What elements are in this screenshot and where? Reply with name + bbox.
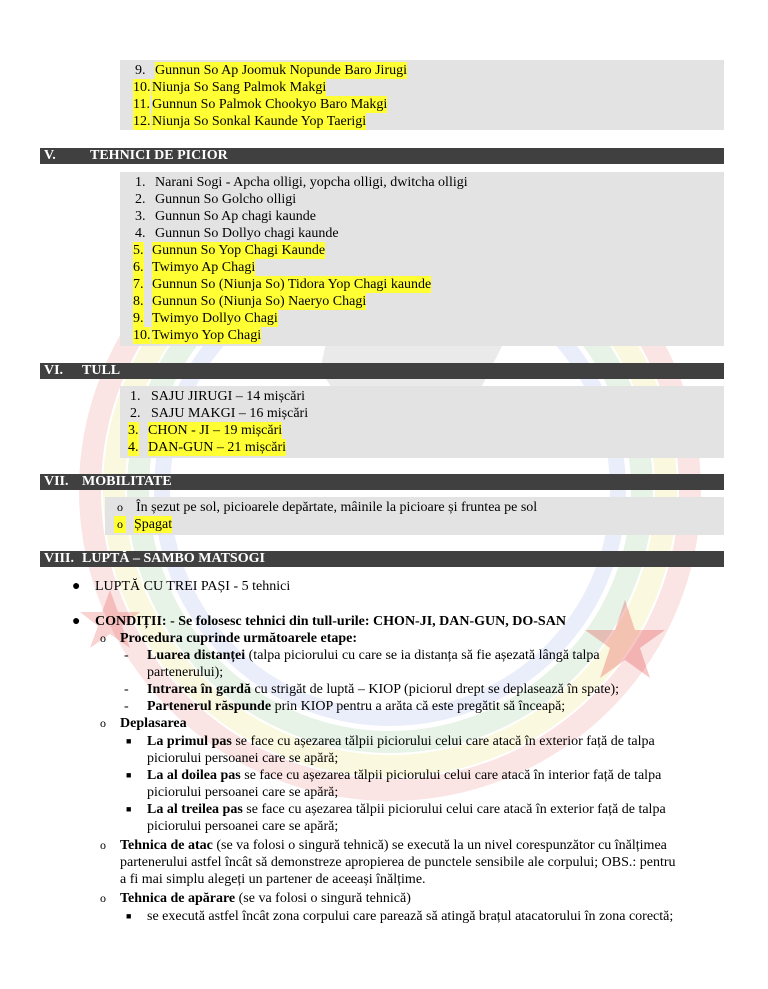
- procedure-title: Procedura cuprinde următoarele etape:: [120, 631, 358, 646]
- section-number: VII.: [44, 474, 69, 489]
- square-bullet-icon: ■: [126, 770, 132, 780]
- hollow-bullet-icon: o: [100, 891, 106, 905]
- hollow-bullet-icon: o: [117, 500, 123, 514]
- procedure-step: Partenerul răspunde prin KIOP pentru a arăta că este pregătit să înceapă;: [147, 699, 566, 714]
- list-item: În șezut pe sol, picioarele depărtate, mâinile la picioare și fruntea pe sol: [136, 500, 538, 515]
- list-item: Gunnun So Yop Chagi Kaunde: [152, 243, 326, 258]
- list-item: Twimyo Dollyo Chagi: [152, 311, 278, 326]
- list-number: 1.: [130, 389, 141, 404]
- deplasare-step-cont: piciorului persoanei care se apără;: [147, 819, 339, 834]
- list-number: 9.: [135, 63, 146, 78]
- list-item: Twimyo Yop Chagi: [152, 328, 262, 343]
- list-number: 8.: [133, 294, 144, 309]
- procedure-step: Intrarea în gardă cu strigăt de luptă – KIOP (piciorul drept se deplasează în spate);: [147, 682, 619, 697]
- atac-text: Tehnica de atac (se va folosi o singură tehnică) se execută la un nivel corespunzător cu înălțimea: [120, 838, 667, 853]
- procedure-step: Luarea distanței (talpa piciorului cu care se ia distanța să fie așezată lângă talpa: [147, 648, 600, 663]
- dash-bullet-icon: -: [124, 699, 129, 714]
- list-number: 11.: [133, 97, 150, 112]
- hollow-bullet-icon: o: [100, 631, 106, 645]
- list-item: Gunnun So Palmok Chookyo Baro Makgi: [152, 97, 388, 112]
- atac-text-cont: partenerului astfel încât să demonstreze apropierea de punctele sensibile ale corpului; OBS.: pentru: [120, 855, 676, 870]
- list-item: SAJU MAKGI – 16 mișcări: [151, 406, 309, 421]
- hollow-bullet-icon: o: [100, 838, 106, 852]
- deplasare-step: La al treilea pas se face cu așezarea tălpii piciorului celui care atacă în exterior față de talpa: [147, 802, 666, 817]
- list-number: 10.: [133, 80, 151, 95]
- list-number: 2.: [135, 192, 146, 207]
- list-item: Șpagat: [134, 517, 173, 532]
- list-item: Gunnun So Dollyo chagi kaunde: [155, 226, 339, 241]
- section-header-tehnici-picior: [40, 148, 724, 164]
- list-item: Narani Sogi - Apcha olligi, yopcha olligi, dwitcha olligi: [155, 175, 468, 190]
- list-number: 12.: [133, 114, 151, 129]
- section-header-tull: [40, 363, 724, 379]
- list-number: 9.: [133, 311, 144, 326]
- list-number: 1.: [135, 175, 146, 190]
- deplasare-step: La primul pas se face cu așezarea tălpii piciorului celui care atacă în exterior față de talpa: [147, 734, 655, 749]
- list-number: 2.: [130, 406, 141, 421]
- section-title: TULL: [82, 363, 121, 378]
- deplasare-step-cont: piciorului persoanei care se apără;: [147, 785, 339, 800]
- section-number: V.: [44, 148, 56, 163]
- list-number: 7.: [133, 277, 144, 292]
- hollow-bullet-icon: o: [100, 716, 106, 730]
- deplasare-step: La al doilea pas se face cu așezarea tălpii piciorului celui care atacă în interior față de talpa: [147, 768, 662, 783]
- list-item: SAJU JIRUGI – 14 mișcări: [151, 389, 305, 404]
- list-item: DAN-GUN – 21 mișcări: [148, 440, 287, 455]
- dash-bullet-icon: -: [124, 682, 129, 697]
- list-item: Niunja So Sang Palmok Makgi: [152, 80, 327, 95]
- list-item: CHON - JI – 19 mișcări: [148, 423, 283, 438]
- section-title: TEHNICI DE PICIOR: [90, 148, 228, 163]
- section-number: VI.: [44, 363, 64, 378]
- list-item: Niunja So Sonkal Kaunde Yop Taerigi: [152, 114, 367, 129]
- list-number: 4.: [135, 226, 146, 241]
- section-title: LUPTĂ – SAMBO MATSOGI: [82, 551, 265, 566]
- aparare-text: Tehnica de apărare (se va folosi o singură tehnică): [120, 891, 411, 906]
- square-bullet-icon: ■: [126, 911, 132, 921]
- list-number: 4.: [128, 440, 139, 455]
- procedure-step-cont: partenerului);: [147, 665, 224, 680]
- deplasare-step-cont: piciorului persoanei care se apără;: [147, 751, 339, 766]
- deplasare-title: Deplasarea: [120, 716, 187, 731]
- bullet-text: LUPTĂ CU TREI PAȘI - 5 tehnici: [95, 579, 291, 594]
- bullet-icon: ●: [72, 614, 81, 629]
- list-number: 3.: [128, 423, 139, 438]
- dash-bullet-icon: -: [124, 648, 129, 663]
- atac-text-cont: a fi mai simplu alegeți un partener de aceeași înălțime.: [120, 872, 426, 887]
- list-number: 5.: [133, 243, 144, 258]
- list-item: Gunnun So Ap Joomuk Nopunde Baro Jirugi: [155, 63, 407, 78]
- conditions-text: CONDIȚII: - Se folosesc tehnici din tull-urile: CHON-JI, DAN-GUN, DO-SAN: [95, 614, 566, 629]
- section-title: MOBILITATE: [82, 474, 172, 489]
- aparare-item: se execută astfel încât zona corpului care parează să atingă brațul atacatorului în zona corectă;: [147, 909, 674, 924]
- list-item: Gunnun So Golcho olligi: [155, 192, 297, 207]
- list-number: 10.: [133, 328, 151, 343]
- section-number: VIII.: [44, 551, 74, 566]
- list-number: 3.: [135, 209, 146, 224]
- section-header-mobilitate: [40, 474, 724, 490]
- watermark-star: [585, 600, 665, 678]
- section-header-lupta: [40, 551, 724, 567]
- list-item: Gunnun So (Niunja So) Naeryo Chagi: [152, 294, 367, 309]
- list-item: Twimyo Ap Chagi: [152, 260, 256, 275]
- bullet-icon: ●: [72, 579, 81, 594]
- list-item: Gunnun So (Niunja So) Tidora Yop Chagi kaunde: [152, 277, 432, 292]
- square-bullet-icon: ■: [126, 736, 132, 746]
- square-bullet-icon: ■: [126, 804, 132, 814]
- list-item: Gunnun So Ap chagi kaunde: [155, 209, 316, 224]
- list-number: 6.: [133, 260, 144, 275]
- hollow-bullet-icon: o: [114, 516, 126, 533]
